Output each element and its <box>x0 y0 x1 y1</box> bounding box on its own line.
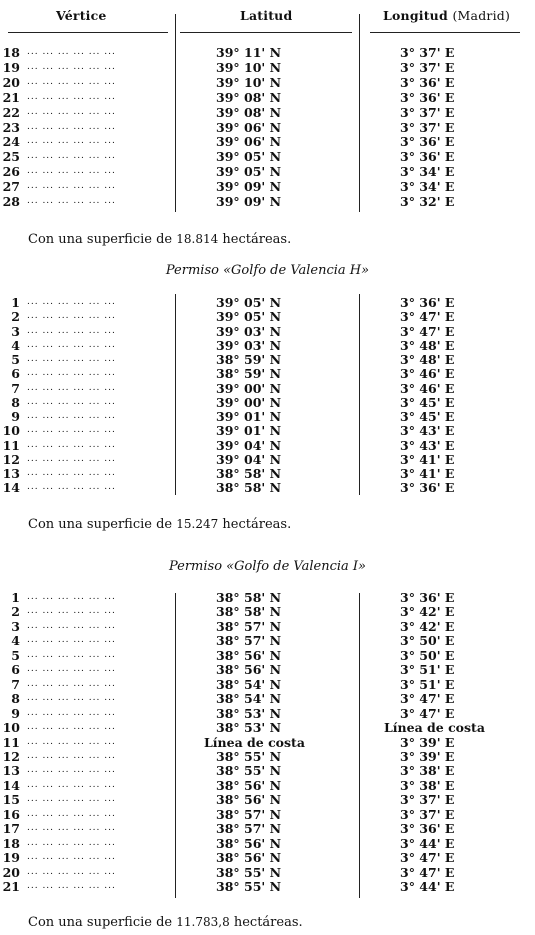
longitude-cell: 3° 47' E <box>400 850 455 866</box>
longitude-cell: 3° 34' E <box>400 179 455 195</box>
vertex-number: 23 <box>2 119 20 135</box>
leader-dots: ... ... ... ... ... ... <box>27 76 116 87</box>
header-latitude: Latitud <box>240 8 293 23</box>
latitude-cell: 38° 54' N <box>216 676 281 692</box>
leader-dots: ... ... ... ... ... ... <box>27 136 116 147</box>
table-row <box>0 47 535 58</box>
table-row <box>0 164 535 180</box>
longitude-cell: 3° 36' E <box>400 89 455 105</box>
latitude-cell: 39° 08' N <box>216 89 281 105</box>
latitude-cell: 39° 04' N <box>216 451 281 467</box>
area-value: 18.814 <box>176 232 219 246</box>
latitude-cell: 38° 53' N <box>216 720 281 736</box>
vertex-number: 6 <box>11 662 20 678</box>
longitude-cell: 3° 41' E <box>400 451 455 467</box>
vertex-number: 20 <box>2 864 20 880</box>
longitude-cell: 3° 44' E <box>400 879 455 894</box>
latitude-cell: 38° 57' N <box>216 821 281 837</box>
latitude-cell: 38° 56' N <box>216 792 281 808</box>
leader-dots: ... ... ... ... ... ... <box>27 852 116 863</box>
latitude-cell: 38° 57' N <box>216 633 281 649</box>
table-row <box>0 309 535 325</box>
block2-title: Permiso «Golfo de Valencia H» <box>165 263 370 278</box>
leader-dots: ... ... ... ... ... ... <box>27 635 116 646</box>
leader-dots: ... ... ... ... ... ... <box>27 91 116 102</box>
vertex-number: 15 <box>2 792 20 808</box>
latitude-cell: 39° 10' N <box>216 59 281 75</box>
longitude-cell: 3° 41' E <box>400 466 455 481</box>
vertex-number: 21 <box>2 89 20 105</box>
table-row <box>0 451 535 467</box>
leader-dots: ... ... ... ... ... ... <box>27 606 116 617</box>
table-row <box>0 437 535 453</box>
latitude-cell: 39° 05' N <box>216 164 281 180</box>
leader-dots: ... ... ... ... ... ... <box>27 354 116 364</box>
block3-title: Permiso «Golfo de Valencia I» <box>168 559 366 574</box>
vertex-number: 10 <box>2 720 20 736</box>
latitude-cell: 39° 03' N <box>216 337 281 353</box>
area-prefix: Con una superficie de <box>28 915 173 930</box>
latitude-cell: 38° 55' N <box>216 864 281 880</box>
leader-dots: ... ... ... ... ... ... <box>27 151 116 162</box>
vertex-number: 28 <box>2 194 20 209</box>
table-row <box>0 468 535 479</box>
table-row <box>0 604 535 620</box>
leader-dots: ... ... ... ... ... ... <box>27 382 116 393</box>
latitude-cell: 39° 05' N <box>216 295 281 310</box>
longitude-cell: 3° 47' E <box>400 691 455 707</box>
area-prefix: Con una superficie de <box>28 517 173 532</box>
leader-dots: ... ... ... ... ... ... <box>27 881 116 891</box>
table-row <box>0 821 535 837</box>
leader-dots: ... ... ... ... ... ... <box>27 837 116 848</box>
block1-area-text <box>28 232 291 247</box>
leader-dots: ... ... ... ... ... ... <box>27 121 116 132</box>
longitude-cell: 3° 43' E <box>400 423 455 439</box>
latitude-cell: 38° 57' N <box>216 806 281 822</box>
latitude-cell: 38° 56' N <box>216 662 281 678</box>
longitude-cell: 3° 37' E <box>400 119 455 135</box>
latitude-cell: 38° 53' N <box>216 705 281 721</box>
latitude-cell: 39° 05' N <box>216 309 281 325</box>
longitude-cell: 3° 37' E <box>400 104 455 120</box>
longitude-cell: 3° 36' E <box>400 74 455 90</box>
table-row <box>0 423 535 439</box>
latitude-cell: 38° 58' N <box>216 590 281 605</box>
longitude-cell: 3° 42' E <box>400 604 455 620</box>
vertex-number: 21 <box>2 879 20 894</box>
vertex-number: 14 <box>2 480 20 496</box>
table-row <box>0 480 535 496</box>
table-row <box>0 763 535 779</box>
longitude-cell: 3° 51' E <box>400 662 455 678</box>
latitude-cell: 38° 56' N <box>216 647 281 663</box>
latitude-cell: 38° 55' N <box>216 879 281 894</box>
table-row <box>0 149 535 165</box>
longitude-cell: 3° 48' E <box>400 337 455 353</box>
vertex-number: 18 <box>2 45 20 60</box>
table-row <box>0 337 535 353</box>
longitude-cell: 3° 36' E <box>400 480 455 496</box>
vertex-number: 2 <box>11 604 20 620</box>
leader-dots: ... ... ... ... ... ... <box>27 61 116 72</box>
table-row <box>0 633 535 649</box>
latitude-cell: 38° 59' N <box>216 352 281 367</box>
latitude-cell: 39° 03' N <box>216 323 281 339</box>
vertex-number: 17 <box>2 821 20 837</box>
leader-dots: ... ... ... ... ... ... <box>27 722 116 733</box>
header-longitude-note: (Madrid) <box>452 8 511 23</box>
longitude-cell: 3° 37' E <box>400 45 455 60</box>
vertex-number: 13 <box>2 763 20 779</box>
latitude-cell: 38° 56' N <box>216 850 281 866</box>
vertex-number: 16 <box>2 806 20 822</box>
longitude-cell: 3° 37' E <box>400 792 455 808</box>
header-rule-vertex <box>8 32 168 33</box>
latitude-cell: 38° 57' N <box>216 618 281 634</box>
longitude-cell: 3° 37' E <box>400 806 455 822</box>
vertex-number: 27 <box>2 179 20 195</box>
latitude-cell: 38° 56' N <box>216 835 281 851</box>
longitude-cell: 3° 38' E <box>400 763 455 779</box>
vertex-number: 6 <box>11 366 20 382</box>
leader-dots: ... ... ... ... ... ... <box>27 664 116 675</box>
latitude-cell: 38° 56' N <box>216 777 281 793</box>
vertex-number: 19 <box>2 59 20 75</box>
table-row <box>0 74 535 90</box>
leader-dots: ... ... ... ... ... ... <box>27 396 116 407</box>
leader-dots: ... ... ... ... ... ... <box>27 808 116 819</box>
longitude-cell: Línea de costa <box>384 720 485 736</box>
vertex-number: 5 <box>11 352 20 367</box>
leader-dots: ... ... ... ... ... ... <box>27 678 116 689</box>
vertex-number: 9 <box>11 705 20 721</box>
area-suffix: hectáreas. <box>222 517 292 532</box>
leader-dots: ... ... ... ... ... ... <box>27 592 116 602</box>
longitude-cell: 3° 44' E <box>400 835 455 851</box>
area-value: 11.783,8 <box>176 915 230 929</box>
table-row <box>0 734 535 750</box>
latitude-cell: 39° 06' N <box>216 119 281 135</box>
vertex-number: 24 <box>2 134 20 150</box>
leader-dots: ... ... ... ... ... ... <box>27 866 116 877</box>
vertex-number: 10 <box>2 423 20 439</box>
table-row <box>0 411 535 422</box>
latitude-cell: 39° 08' N <box>216 104 281 120</box>
longitude-cell: 3° 50' E <box>400 633 455 649</box>
latitude-cell: 39° 00' N <box>216 394 281 410</box>
table-row <box>0 89 535 105</box>
header-rule-latitude <box>180 32 352 33</box>
vertex-number: 4 <box>11 337 20 353</box>
leader-dots: ... ... ... ... ... ... <box>27 823 116 834</box>
table-row <box>0 297 535 308</box>
longitude-cell: 3° 36' E <box>400 134 455 150</box>
leader-dots: ... ... ... ... ... ... <box>27 693 116 704</box>
leader-dots: ... ... ... ... ... ... <box>27 181 116 192</box>
vertex-number: 5 <box>11 647 20 663</box>
table-row <box>0 366 535 382</box>
leader-dots: ... ... ... ... ... ... <box>27 453 116 464</box>
latitude-cell: 38° 58' N <box>216 466 281 481</box>
vertex-number: 4 <box>11 633 20 649</box>
vertex-number: 26 <box>2 164 20 180</box>
latitude-cell: 39° 00' N <box>216 380 281 396</box>
longitude-cell: 3° 36' E <box>400 149 455 165</box>
table-row <box>0 592 535 603</box>
leader-dots: ... ... ... ... ... ... <box>27 196 116 206</box>
longitude-cell: 3° 36' E <box>400 821 455 837</box>
vertex-number: 25 <box>2 149 20 165</box>
vertex-number: 8 <box>11 691 20 707</box>
latitude-cell: 39° 01' N <box>216 409 281 424</box>
latitude-cell: 39° 09' N <box>216 179 281 195</box>
vertex-number: 11 <box>2 437 20 453</box>
table-row <box>0 777 535 793</box>
leader-dots: ... ... ... ... ... ... <box>27 297 116 307</box>
vertex-number: 2 <box>11 309 20 325</box>
header-vertex: Vértice <box>56 8 107 23</box>
longitude-cell: 3° 37' E <box>400 59 455 75</box>
leader-dots: ... ... ... ... ... ... <box>27 339 116 350</box>
latitude-cell: 39° 11' N <box>216 45 281 60</box>
table-row <box>0 134 535 150</box>
leader-dots: ... ... ... ... ... ... <box>27 750 116 761</box>
table-row <box>0 720 535 736</box>
vertex-number: 12 <box>2 748 20 764</box>
table-row <box>0 864 535 880</box>
latitude-cell: 38° 54' N <box>216 691 281 707</box>
longitude-cell: 3° 47' E <box>400 705 455 721</box>
leader-dots: ... ... ... ... ... ... <box>27 166 116 177</box>
table-row <box>0 691 535 707</box>
area-value: 15.247 <box>176 517 219 531</box>
latitude-cell: Línea de costa <box>204 734 305 750</box>
table-row <box>0 104 535 120</box>
latitude-cell: 39° 04' N <box>216 437 281 453</box>
longitude-cell: 3° 32' E <box>400 194 455 209</box>
vertex-number: 18 <box>2 835 20 851</box>
table-row <box>0 179 535 195</box>
longitude-cell: 3° 39' E <box>400 748 455 764</box>
vertex-number: 1 <box>11 590 20 605</box>
leader-dots: ... ... ... ... ... ... <box>27 425 116 436</box>
table-row <box>0 835 535 851</box>
area-prefix: Con una superficie de <box>28 232 173 247</box>
longitude-cell: 3° 43' E <box>400 437 455 453</box>
leader-dots: ... ... ... ... ... ... <box>27 794 116 805</box>
longitude-cell: 3° 38' E <box>400 777 455 793</box>
latitude-cell: 39° 05' N <box>216 149 281 165</box>
leader-dots: ... ... ... ... ... ... <box>27 736 116 747</box>
table-row <box>0 196 535 207</box>
leader-dots: ... ... ... ... ... ... <box>27 325 116 336</box>
table-row <box>0 806 535 822</box>
leader-dots: ... ... ... ... ... ... <box>27 106 116 117</box>
vertex-number: 14 <box>2 777 20 793</box>
leader-dots: ... ... ... ... ... ... <box>27 439 116 450</box>
table-row <box>0 662 535 678</box>
vertex-number: 7 <box>11 380 20 396</box>
table-row <box>0 792 535 808</box>
leader-dots: ... ... ... ... ... ... <box>27 311 116 322</box>
latitude-cell: 38° 55' N <box>216 748 281 764</box>
table-row <box>0 748 535 764</box>
table-row <box>0 676 535 692</box>
latitude-cell: 38° 58' N <box>216 480 281 496</box>
leader-dots: ... ... ... ... ... ... <box>27 368 116 379</box>
table-row <box>0 119 535 135</box>
latitude-cell: 38° 59' N <box>216 366 281 382</box>
table-row <box>0 59 535 75</box>
latitude-cell: 39° 01' N <box>216 423 281 439</box>
vertex-number: 20 <box>2 74 20 90</box>
table-row <box>0 354 535 365</box>
longitude-cell: 3° 34' E <box>400 164 455 180</box>
latitude-cell: 39° 09' N <box>216 194 281 209</box>
leader-dots: ... ... ... ... ... ... <box>27 468 116 478</box>
vertex-number: 22 <box>2 104 20 120</box>
longitude-cell: 3° 47' E <box>400 323 455 339</box>
longitude-cell: 3° 51' E <box>400 676 455 692</box>
vertex-number: 12 <box>2 451 20 467</box>
leader-dots: ... ... ... ... ... ... <box>27 620 116 631</box>
leader-dots: ... ... ... ... ... ... <box>27 765 116 776</box>
area-suffix: hectáreas. <box>233 915 303 930</box>
longitude-cell: 3° 47' E <box>400 309 455 325</box>
latitude-cell: 39° 10' N <box>216 74 281 90</box>
table-row <box>0 323 535 339</box>
longitude-cell: 3° 45' E <box>400 409 455 424</box>
block2-area-text <box>28 517 291 532</box>
table-row <box>0 850 535 866</box>
table-row <box>0 394 535 410</box>
leader-dots: ... ... ... ... ... ... <box>27 649 116 660</box>
longitude-cell: 3° 39' E <box>400 734 455 750</box>
vertex-number: 3 <box>11 618 20 634</box>
area-suffix: hectáreas. <box>222 232 292 247</box>
latitude-cell: 39° 06' N <box>216 134 281 150</box>
longitude-cell: 3° 50' E <box>400 647 455 663</box>
leader-dots: ... ... ... ... ... ... <box>27 779 116 790</box>
vertex-number: 3 <box>11 323 20 339</box>
latitude-cell: 38° 55' N <box>216 763 281 779</box>
longitude-cell: 3° 36' E <box>400 295 455 310</box>
table-row <box>0 705 535 721</box>
table-row <box>0 380 535 396</box>
leader-dots: ... ... ... ... ... ... <box>27 47 116 57</box>
vertex-number: 1 <box>11 295 20 310</box>
vertex-number: 19 <box>2 850 20 866</box>
table-row <box>0 618 535 634</box>
vertex-number: 13 <box>2 466 20 481</box>
vertex-number: 9 <box>11 409 20 424</box>
longitude-cell: 3° 46' E <box>400 380 455 396</box>
leader-dots: ... ... ... ... ... ... <box>27 411 116 421</box>
longitude-cell: 3° 47' E <box>400 864 455 880</box>
header-longitude-label: Longitud <box>383 8 448 23</box>
leader-dots: ... ... ... ... ... ... <box>27 482 116 493</box>
leader-dots: ... ... ... ... ... ... <box>27 707 116 718</box>
longitude-cell: 3° 48' E <box>400 352 455 367</box>
longitude-cell: 3° 46' E <box>400 366 455 382</box>
vertex-number: 11 <box>2 734 20 750</box>
table-header <box>0 2 535 36</box>
table-row <box>0 647 535 663</box>
header-longitude <box>383 8 510 23</box>
longitude-cell: 3° 36' E <box>400 590 455 605</box>
longitude-cell: 3° 42' E <box>400 618 455 634</box>
header-rule-longitude <box>370 32 520 33</box>
block3-area-text <box>28 915 303 930</box>
table-row <box>0 881 535 892</box>
latitude-cell: 38° 58' N <box>216 604 281 620</box>
vertex-number: 8 <box>11 394 20 410</box>
longitude-cell: 3° 45' E <box>400 394 455 410</box>
vertex-number: 7 <box>11 676 20 692</box>
